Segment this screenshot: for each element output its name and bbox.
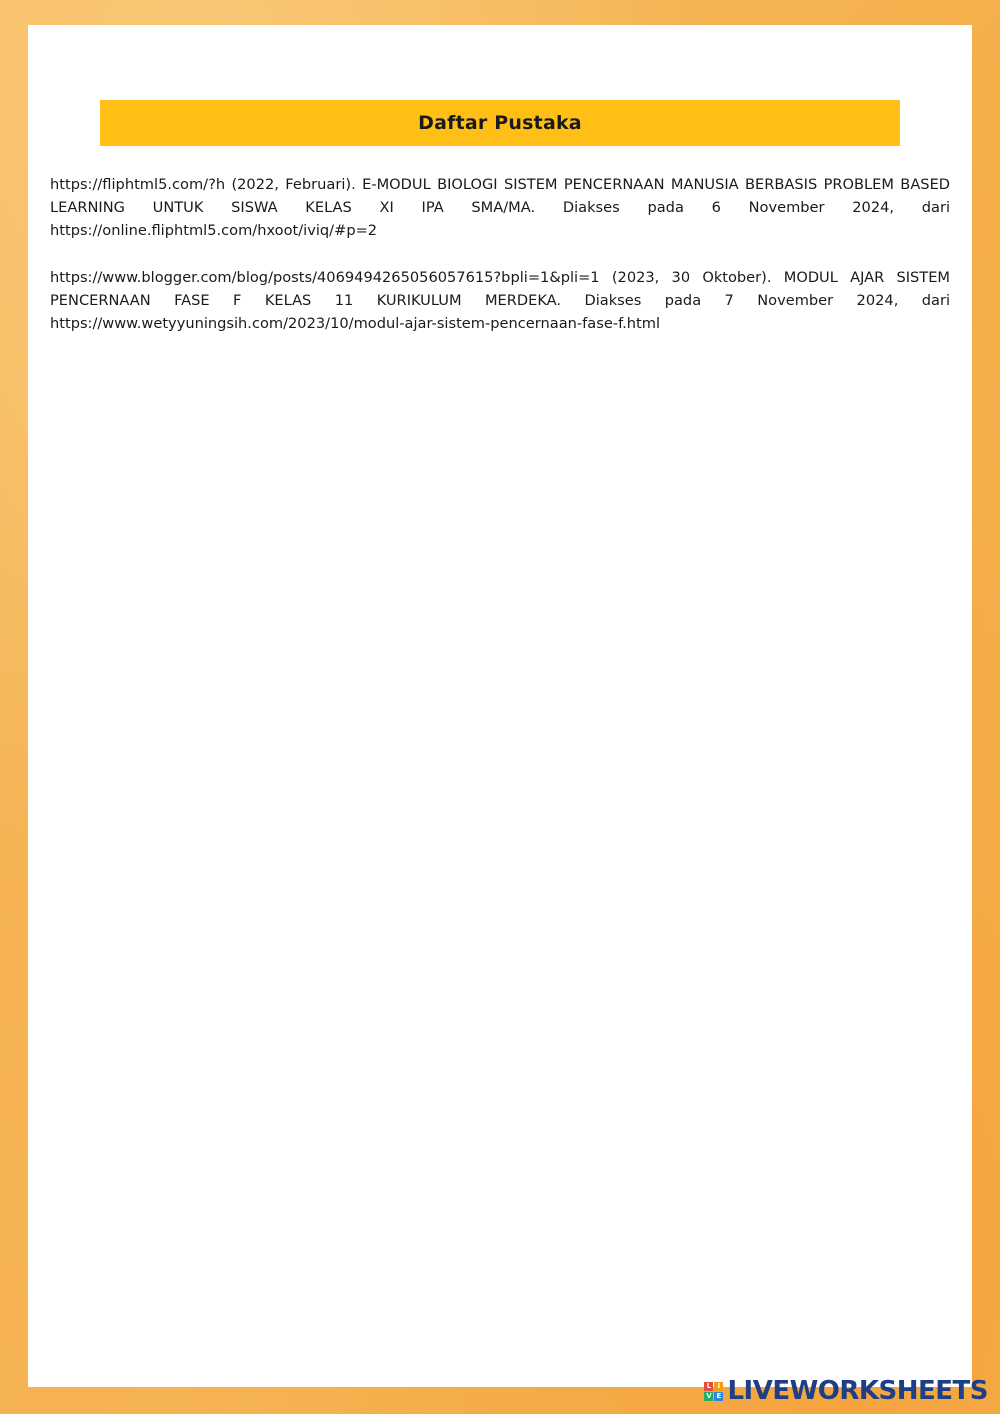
- logo-wordmark: LIVEWORKSHEETS: [727, 1376, 988, 1406]
- reference-url: https://www.blogger.com/blog/posts/4069494265056057615?bpli=1&pli=1: [50, 269, 600, 286]
- title-banner: [100, 100, 900, 146]
- reference-title: MODUL AJAR SISTEM PENCERNAAN FASE F KELAS 11 KURIKULUM MERDEKA.: [50, 269, 951, 309]
- reference-date: (2022, Februari).: [231, 176, 356, 193]
- liveworksheets-logo[interactable]: [704, 1376, 988, 1406]
- reference-source-url: https://www.wetyyuningsih.com/2023/10/modul-ajar-sistem-pencernaan-fase-f.html: [50, 315, 661, 332]
- reference-item-2: [50, 266, 950, 335]
- reference-date: (2023, 30 Oktober).: [611, 269, 772, 286]
- reference-item-1: [50, 173, 950, 242]
- worksheet-page: [28, 25, 972, 1387]
- logo-letter: L: [704, 1382, 713, 1391]
- logo-letter: E: [714, 1392, 723, 1401]
- page-title: Daftar Pustaka: [418, 112, 582, 134]
- reference-access-note: Diakses pada 7 November 2024, dari: [584, 292, 950, 309]
- logo-letter: V: [706, 1392, 712, 1400]
- reference-title: E-MODUL BIOLOGI SISTEM PENCERNAAN MANUSIA BERBASIS PROBLEM BASED LEARNING UNTUK SISWA KELAS XI IPA SMA/MA.: [50, 176, 951, 216]
- reference-url: https://fliphtml5.com/?h: [50, 176, 226, 193]
- reference-access-note: Diakses pada 6 November 2024, dari: [562, 199, 951, 216]
- logo-mark-icon: [704, 1382, 723, 1401]
- reference-list: [50, 173, 950, 359]
- logo-letter: I: [714, 1382, 723, 1391]
- reference-source-url: https://online.fliphtml5.com/hxoot/iviq/#p=2: [50, 222, 378, 239]
